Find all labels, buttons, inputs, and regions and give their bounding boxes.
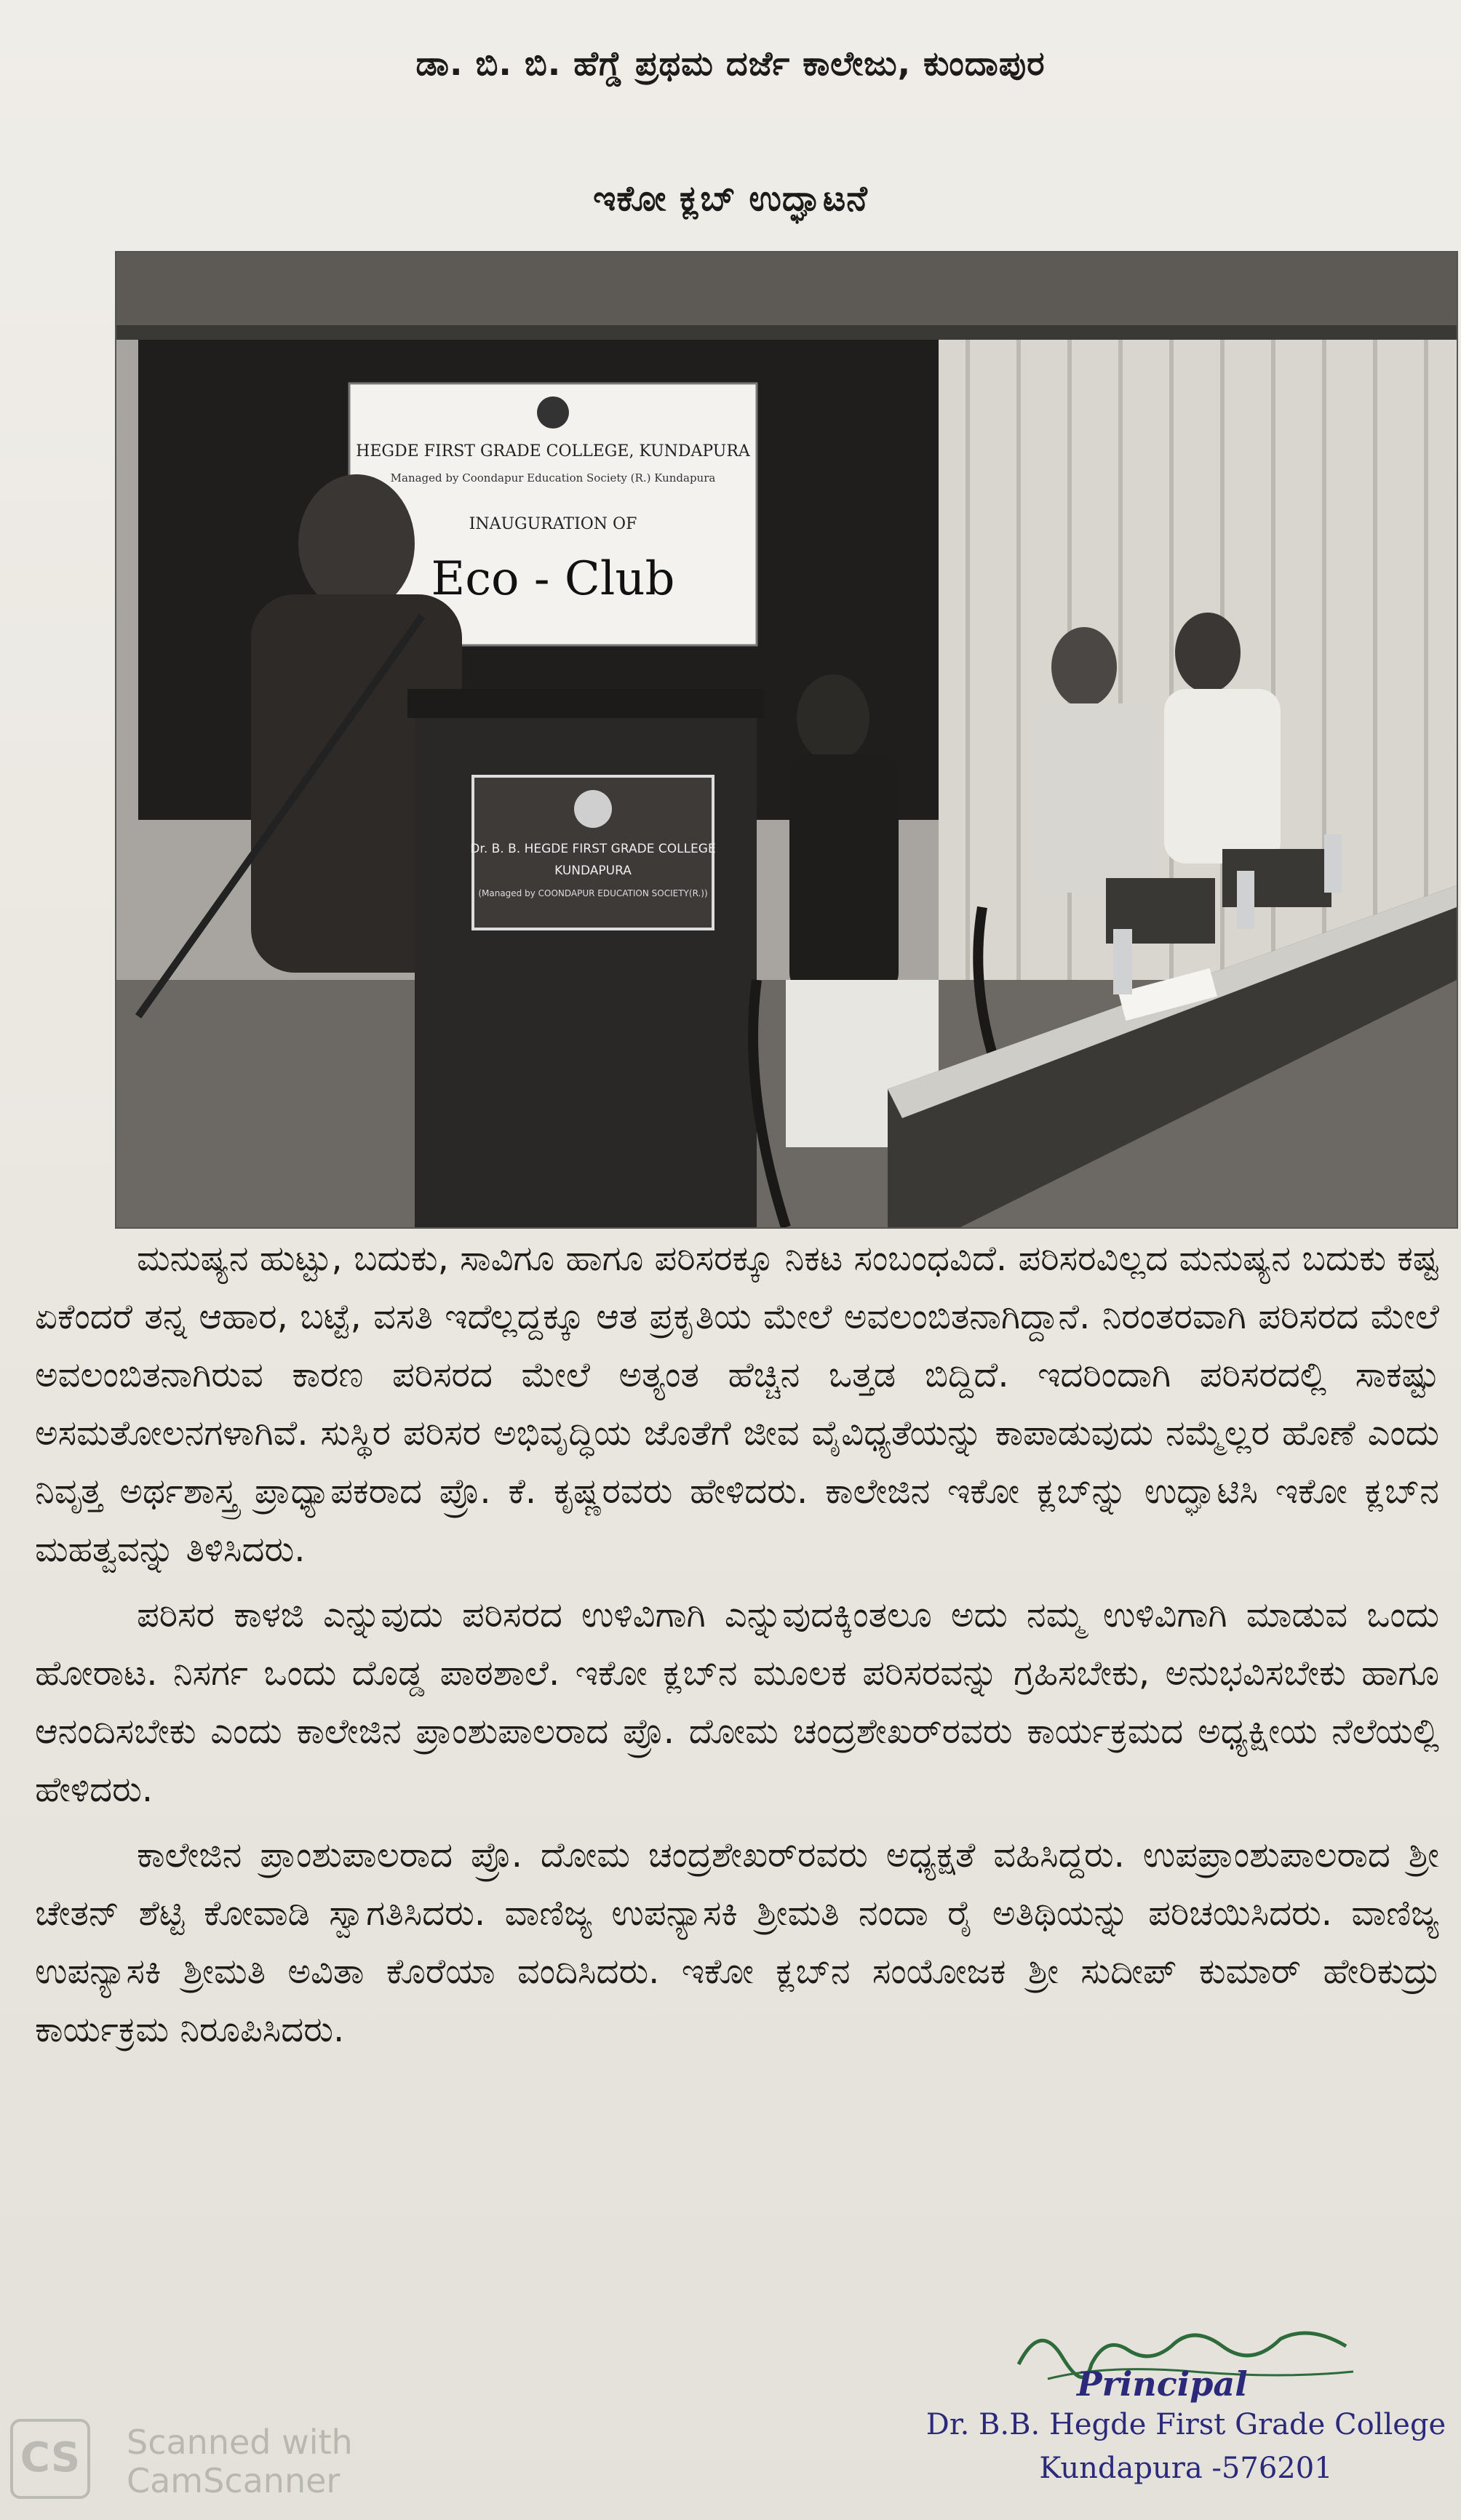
watermark-line-2: CamScanner bbox=[127, 2461, 341, 2500]
event-photo-illustration bbox=[116, 252, 1457, 1227]
stamp-college-place: Kundapura -576201 bbox=[1039, 2452, 1333, 2485]
camscanner-watermark bbox=[10, 2419, 447, 2506]
event-title: ಇಕೋ ಕ್ಲಬ್ ಉದ್ಘಾಟನೆ bbox=[593, 178, 868, 219]
banner-line-2: Managed by Coondapur Education Society (R.) Kundapura bbox=[390, 471, 716, 485]
principal-signature-block bbox=[924, 2313, 1448, 2503]
banner-line-1: HEGDE FIRST GRADE COLLEGE, KUNDAPURA bbox=[356, 442, 750, 460]
watermark-line-1: Scanned with bbox=[127, 2423, 353, 2462]
paragraph-1: ಮನುಷ್ಯನ ಹುಟ್ಟು, ಬದುಕು, ಸಾವಿಗೂ ಹಾಗೂ ಪರಿಸರಕ್ಕೂ ನಿಕಟ ಸಂಬಂಧವಿದೆ. ಪರಿಸರವಿಲ್ಲದ ಮನುಷ್ಯನ ಬದುಕು ಕಷ್ಟ ಏಕೆಂದರೆ ತನ್ನ ಆಹಾರ, ಬಟ್ಟೆ, ವಸತಿ ಇದೆಲ್ಲದ್ದಕ್ಕೂ ಆತ ಪ್ರಕೃತಿಯ ಮೇಲೆ ಅವಲಂಬಿತನಾಗಿದ್ದಾನೆ. ನಿರಂತರವಾಗಿ ಪರಿಸರದ ಮೇಲೆ ಅವಲಂಬಿತನಾಗಿರುವ ಕಾರಣ ಪರಿಸರದ ಮೇಲೆ ಅತ್ಯಂತ ಹೆಚ್ಚಿನ ಒತ್ತಡ ಬಿದ್ದಿದೆ. ಇದರಿಂದಾಗಿ ಪರಿಸರದಲ್ಲಿ ಸಾಕಷ್ಟು ಅಸಮತೋಲನಗಳಾಗಿವೆ. ಸುಸ್ಥಿರ ಪರಿಸರ ಅಭಿವೃದ್ಧಿಯ ಜೊತೆಗೆ ಜೀವ ವೈವಿಧ್ಯತೆಯನ್ನು ಕಾಪಾಡುವುದು ನಮ್ಮೆಲ್ಲರ ಹೊಣೆ ಎಂದು ನಿವೃತ್ತ ಅರ್ಥಶಾಸ್ತ್ರ ಪ್ರಾಧ್ಯಾಪಕರಾದ ಪ್ರೊ. ಕೆ. ಕೃಷ್ಣರವರು ಹೇಳಿದರು. ಕಾಲೇಜಿನ ಇಕೋ ಕ್ಲಬ್‌ನ್ನು ಉದ್ಘಾಟಿಸಿ ಇಕೋ ಕ್ಲಬ್‌ನ ಮಹತ್ವವನ್ನು ತಿಳಿಸಿದರು. bbox=[35, 1238, 1439, 1570]
camscanner-logo-icon: CS bbox=[10, 2419, 90, 2499]
paragraph-3: ಕಾಲೇಜಿನ ಪ್ರಾಂಶುಪಾಲರಾದ ಪ್ರೊ. ದೋಮ ಚಂದ್ರಶೇಖರ್‌ರವರು ಅಧ್ಯಕ್ಷತೆ ವಹಿಸಿದ್ದರು. ಉಪಪ್ರಾಂಶುಪಾಲರಾದ ಶ್ರೀ ಚೇತನ್ ಶೆಟ್ಟಿ ಕೋವಾಡಿ ಸ್ವಾಗತಿಸಿದರು. ವಾಣಿಜ್ಯ ಉಪನ್ಯಾಸಕಿ ಶ್ರೀಮತಿ ನಂದಾ ರೈ ಅತಿಥಿಯನ್ನು ಪರಿಚಯಿಸಿದರು. ವಾಣಿಜ್ಯ ಉಪನ್ಯಾಸಕಿ ಶ್ರೀಮತಿ ಅವಿತಾ ಕೊರೆಯಾ ವಂದಿಸಿದರು. ಇಕೋ ಕ್ಲಬ್‌ನ ಸಂಯೋಜಕ ಶ್ರೀ ಸುದೀಪ್ ಕುಮಾರ್ ಹೇರಿಕುದ್ರು ಕಾರ್ಯಕ್ರಮ ನಿರೂಪಿಸಿದರು. bbox=[35, 1835, 1439, 2050]
podium-line-1: Dr. B. B. HEGDE FIRST GRADE COLLEGE bbox=[470, 842, 716, 856]
podium-line-3: (Managed by COONDAPUR EDUCATION SOCIETY(R.)) bbox=[478, 888, 708, 898]
stamp-college-name: Dr. B.B. Hegde First Grade College bbox=[925, 2408, 1446, 2441]
paragraph-2: ಪರಿಸರ ಕಾಳಜಿ ಎನ್ನುವುದು ಪರಿಸರದ ಉಳಿವಿಗಾಗಿ ಎನ್ನುವುದಕ್ಕಿಂತಲೂ ಅದು ನಮ್ಮ ಉಳಿವಿಗಾಗಿ ಮಾಡುವ ಒಂದು ಹೋರಾಟ. ನಿಸರ್ಗ ಒಂದು ದೊಡ್ಡ ಪಾಠಶಾಲೆ. ಇಕೋ ಕ್ಲಬ್‌ನ ಮೂಲಕ ಪರಿಸರವನ್ನು ಗ್ರಹಿಸಬೇಕು, ಅನುಭವಿಸಬೇಕು ಹಾಗೂ ಆನಂದಿಸಬೇಕು ಎಂದು ಕಾಲೇಜಿನ ಪ್ರಾಂಶುಪಾಲರಾದ ಪ್ರೊ. ದೋಮ ಚಂದ್ರಶೇಖರ್‌ರವರು ಕಾರ್ಯಕ್ರಮದ ಅಧ್ಯಕ್ಷೀಯ ನೆಲೆಯಲ್ಲಿ ಹೇಳಿದರು. bbox=[35, 1595, 1439, 1810]
banner-line-3: INAUGURATION OF bbox=[469, 515, 637, 533]
podium-line-2: KUNDAPURA bbox=[554, 864, 632, 878]
banner-line-4: Eco - Club bbox=[431, 552, 675, 606]
principal-title: Principal bbox=[1077, 2364, 1248, 2404]
college-title: ಡಾ. ಬಿ. ಬಿ. ಹೆಗ್ಡೆ ಪ್ರಥಮ ದರ್ಜೆ ಕಾಲೇಜು, ಕುಂದಾಪುರ bbox=[415, 44, 1046, 83]
article-body bbox=[35, 1229, 1439, 2066]
event-photo bbox=[115, 251, 1458, 1229]
